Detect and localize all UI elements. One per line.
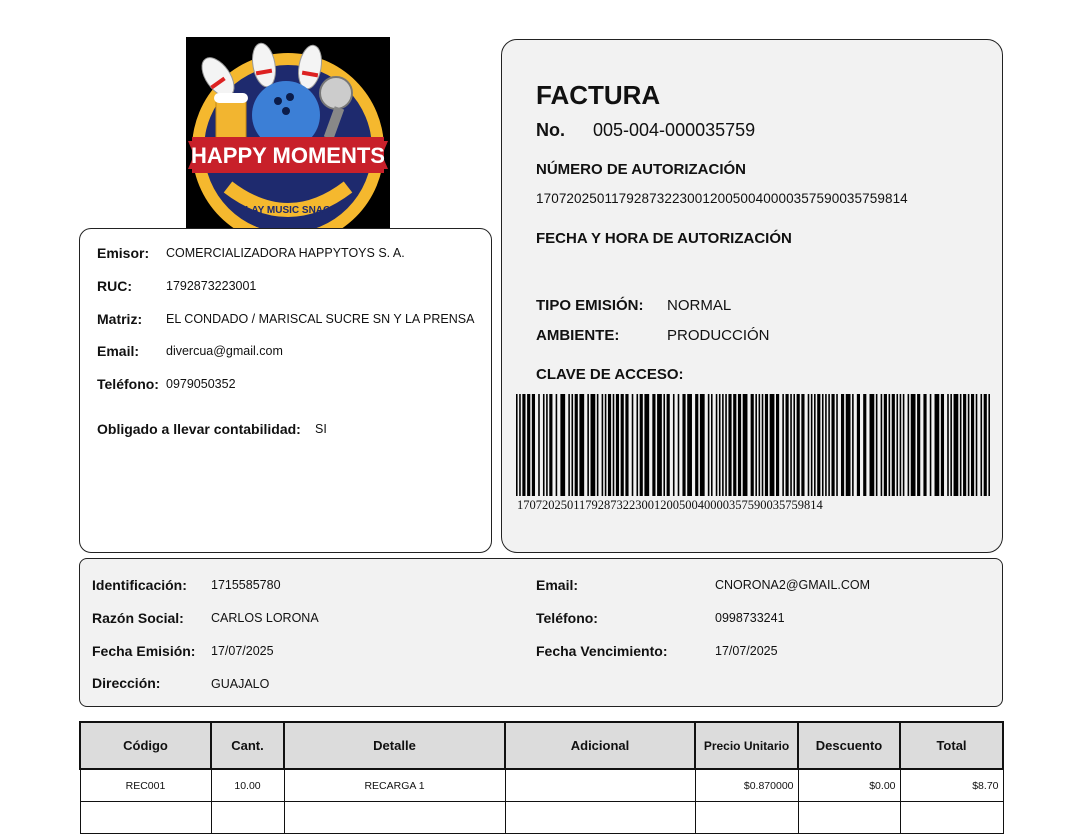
logo-tagline: PLAY MUSIC SNACK xyxy=(238,205,338,216)
autorizacion-value: 1707202501179287322300120050040000357590035759814 xyxy=(536,191,908,206)
ruc-label: RUC: xyxy=(97,278,132,294)
item-adicional xyxy=(505,769,695,802)
matriz-row xyxy=(97,311,475,327)
ambiente-value: PRODUCCIÓN xyxy=(667,327,770,344)
header-descuento: Descuento xyxy=(798,722,900,769)
autorizacion-label: NÚMERO DE AUTORIZACIÓN xyxy=(536,161,746,178)
item-detalle: RECARGA 1 xyxy=(284,769,505,802)
header-codigo: Código xyxy=(80,722,211,769)
contabilidad-value: SI xyxy=(315,422,327,436)
logo-text: HAPPY MOMENTS xyxy=(191,143,385,168)
tipo-emision-row xyxy=(536,297,732,314)
item-descuento: $0.00 xyxy=(798,769,900,802)
client-box xyxy=(79,558,1003,707)
item-codigo: REC001 xyxy=(80,769,211,802)
ruc-row xyxy=(97,278,257,294)
fecha-emision-label: Fecha Emisión: xyxy=(92,643,196,659)
table-row xyxy=(80,802,1003,834)
item-cant: 10.00 xyxy=(211,769,284,802)
items-table xyxy=(79,721,1004,834)
header-precio-unitario: Precio Unitario xyxy=(695,722,798,769)
client-telefono-value: 0998733241 xyxy=(715,611,785,625)
invoice-number-label: No. xyxy=(536,120,565,140)
telefono-label: Teléfono: xyxy=(97,376,159,392)
ambiente-row xyxy=(536,327,770,344)
vencimiento-label: Fecha Vencimiento: xyxy=(536,643,668,659)
fecha-emision-value: 17/07/2025 xyxy=(211,644,274,658)
barcode-image xyxy=(516,394,990,496)
tipo-emision-value: NORMAL xyxy=(667,297,732,314)
emisor-label: Emisor: xyxy=(97,245,150,261)
matriz-value: EL CONDADO / MARISCAL SUCRE SN Y LA PRENSA xyxy=(166,312,475,326)
invoice-number-value: 005-004-000035759 xyxy=(593,120,756,140)
item-total: $8.70 xyxy=(900,769,1003,802)
telefono-row xyxy=(97,376,236,392)
invoice-title: FACTURA xyxy=(536,80,661,110)
ambiente-label: AMBIENTE: xyxy=(536,327,620,344)
header-total: Total xyxy=(900,722,1003,769)
email-row xyxy=(97,343,283,359)
emisor-row xyxy=(97,245,405,261)
header-adicional: Adicional xyxy=(505,722,695,769)
table-row xyxy=(80,769,1003,802)
emitter-box xyxy=(79,228,492,553)
invoice-number-row xyxy=(536,120,756,141)
direccion-label: Dirección: xyxy=(92,675,161,691)
identificacion-value: 1715585780 xyxy=(211,578,281,592)
header-cant: Cant. xyxy=(211,722,284,769)
matriz-label: Matriz: xyxy=(97,311,143,327)
email-label: Email: xyxy=(97,343,140,359)
vencimiento-value: 17/07/2025 xyxy=(715,644,778,658)
ruc-value: 1792873223001 xyxy=(166,279,257,293)
header-detalle: Detalle xyxy=(284,722,505,769)
clave-acceso-label: CLAVE DE ACCESO: xyxy=(536,366,684,383)
contabilidad-row xyxy=(97,421,327,437)
client-email-label: Email: xyxy=(536,577,579,593)
identificacion-label: Identificación: xyxy=(92,577,187,593)
telefono-value: 0979050352 xyxy=(166,377,236,391)
tipo-emision-label: TIPO EMISIÓN: xyxy=(536,297,644,314)
contabilidad-label: Obligado a llevar contabilidad: xyxy=(97,421,301,437)
barcode-text: 1707202501179287322300120050040000357590035759814 xyxy=(517,498,823,512)
direccion-value: GUAJALO xyxy=(211,677,270,691)
razon-social-value: CARLOS LORONA xyxy=(211,611,319,625)
client-email-value: CNORONA2@GMAIL.COM xyxy=(715,578,871,592)
item-precio: $0.870000 xyxy=(695,769,798,802)
razon-social-label: Razón Social: xyxy=(92,610,184,626)
client-telefono-label: Teléfono: xyxy=(536,610,598,626)
company-logo xyxy=(186,37,390,229)
invoice-box xyxy=(501,39,1003,553)
emisor-value: COMERCIALIZADORA HAPPYTOYS S. A. xyxy=(166,246,405,260)
email-value: divercua@gmail.com xyxy=(166,344,283,358)
items-header-row xyxy=(80,722,1003,769)
fecha-autorizacion-label: FECHA Y HORA DE AUTORIZACIÓN xyxy=(536,230,792,247)
